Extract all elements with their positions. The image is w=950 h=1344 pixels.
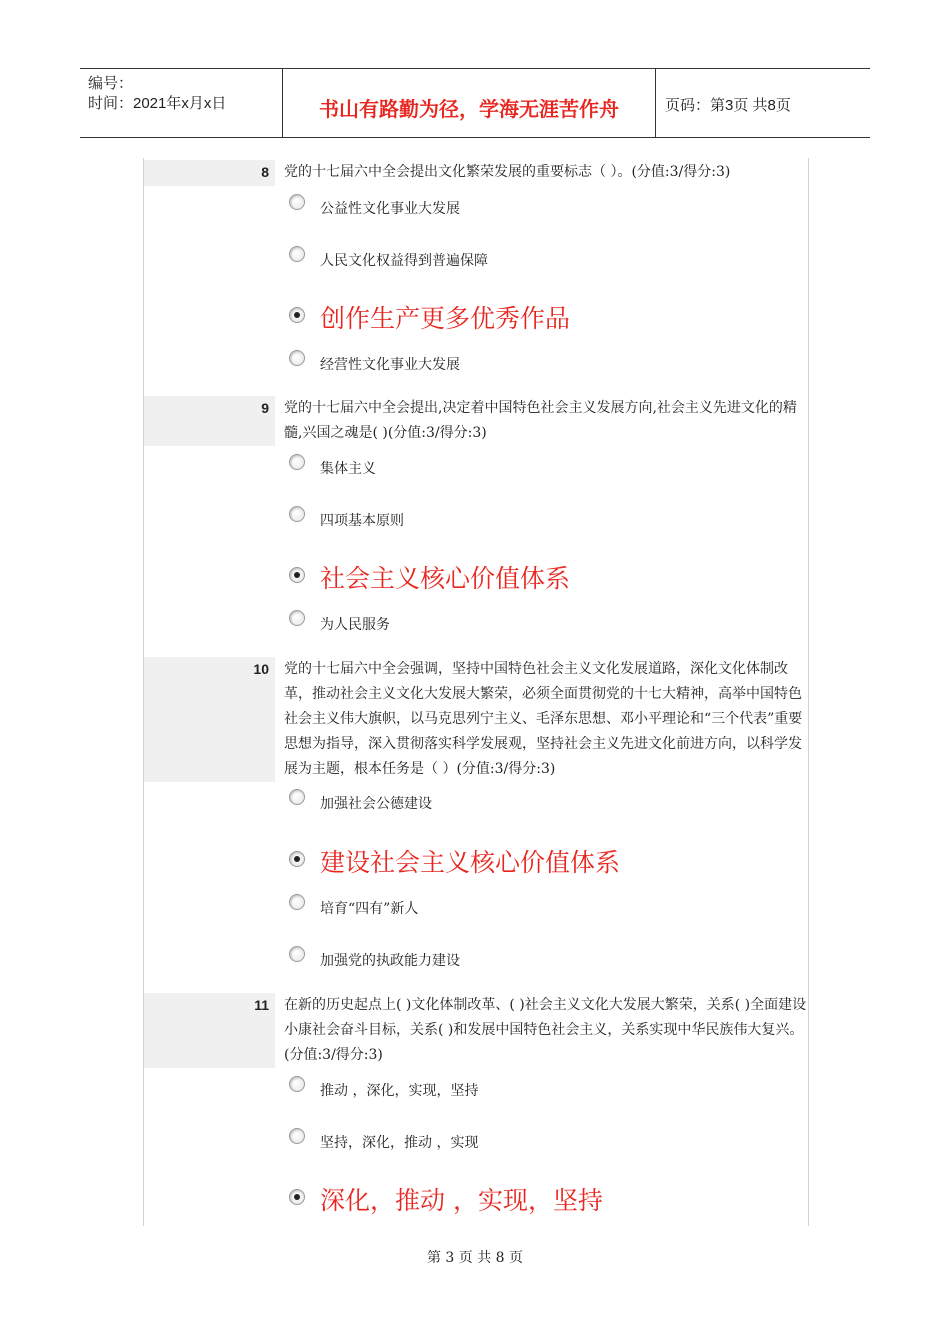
option-label-selected: 社会主义核心价值体系: [320, 564, 571, 593]
header-motto: 书山有路勤为径，学海无涯苦作舟: [319, 99, 619, 121]
question-text: 党的十七届六中全会提出,决定着中国特色社会主义发展方向,社会主义先进文化的精髓,兴国之魂是( )(分值:3/得分:3): [284, 400, 797, 441]
radio-button[interactable]: [289, 610, 305, 626]
page-header: [80, 68, 870, 138]
option-label: 加强党的执政能力建设: [320, 953, 460, 969]
radio-button-selected[interactable]: [289, 567, 305, 583]
radio-button[interactable]: [289, 789, 305, 805]
document-number-label: 编号：: [88, 75, 134, 92]
question-text: 党的十七届六中全会强调，坚持中国特色社会主义文化发展道路，深化文化体制改革，推动社会主义文化大发展大繁荣，必须全面贯彻党的十七大精神，高举中国特色社会主义伟大旗帜，以马克思列宁主义、毛泽东思想、邓小平理论和“三个代表”重要思想为指导，深入贯彻落实科学发展观，坚持社会主义先进文化前进方向，以科学发展为主题，根本任务是（ ）(分值:3/得分:3): [284, 661, 803, 777]
radio-button[interactable]: [289, 1076, 305, 1092]
option-label: 为人民服务: [320, 617, 390, 633]
question-text: 党的十七届六中全会提出文化繁荣发展的重要标志（ ）。(分值:3/得分:3): [284, 164, 731, 180]
radio-button-selected[interactable]: [289, 307, 305, 323]
radio-button[interactable]: [289, 946, 305, 962]
option-label: 经营性文化事业大发展: [320, 357, 460, 373]
header-meta-cell: [80, 69, 283, 137]
radio-button[interactable]: [289, 506, 305, 522]
question-number: 11: [144, 993, 275, 1068]
option-label: 培育“四有”新人: [320, 901, 419, 917]
option-label: 人民文化权益得到普遍保障: [320, 253, 488, 269]
radio-button[interactable]: [289, 246, 305, 262]
radio-button[interactable]: [289, 454, 305, 470]
question-number: 9: [144, 396, 275, 446]
option-label: 推动 ，深化，实现，坚持: [320, 1083, 479, 1099]
header-page-info: 页码：第3页 共8页: [665, 97, 791, 114]
radio-button[interactable]: [289, 1128, 305, 1144]
option-label: 公益性文化事业大发展: [320, 201, 460, 217]
option-label-selected: 深化，推动 ，实现，坚持: [320, 1186, 603, 1215]
option-label-selected: 建设社会主义核心价值体系: [320, 848, 621, 877]
question-number: 10: [144, 657, 275, 782]
radio-button[interactable]: [289, 894, 305, 910]
document-date: 时间：2021年x月x日: [88, 95, 227, 112]
radio-button-selected[interactable]: [289, 1189, 305, 1205]
option-label: 坚持，深化，推动 ，实现: [320, 1135, 479, 1151]
page-footer: 第 3 页 共 8 页: [426, 1250, 524, 1266]
radio-button-selected[interactable]: [289, 851, 305, 867]
radio-button[interactable]: [289, 194, 305, 210]
option-label: 加强社会公德建设: [320, 796, 432, 812]
header-motto-cell: [283, 69, 656, 137]
header-page-cell: [656, 69, 870, 137]
option-label-selected: 创作生产更多优秀作品: [320, 304, 571, 333]
option-label: 四项基本原则: [320, 513, 404, 529]
option-label: 集体主义: [320, 461, 376, 477]
question-text: 在新的历史起点上( )文化体制改革、( )社会主义文化大发展大繁荣，关系( )全面建设小康社会奋斗目标，关系( )和发展中国特色社会主义，关系实现中华民族伟大复兴。(分值:3/得分:3): [284, 997, 807, 1063]
radio-button[interactable]: [289, 350, 305, 366]
question-number: 8: [144, 160, 275, 186]
